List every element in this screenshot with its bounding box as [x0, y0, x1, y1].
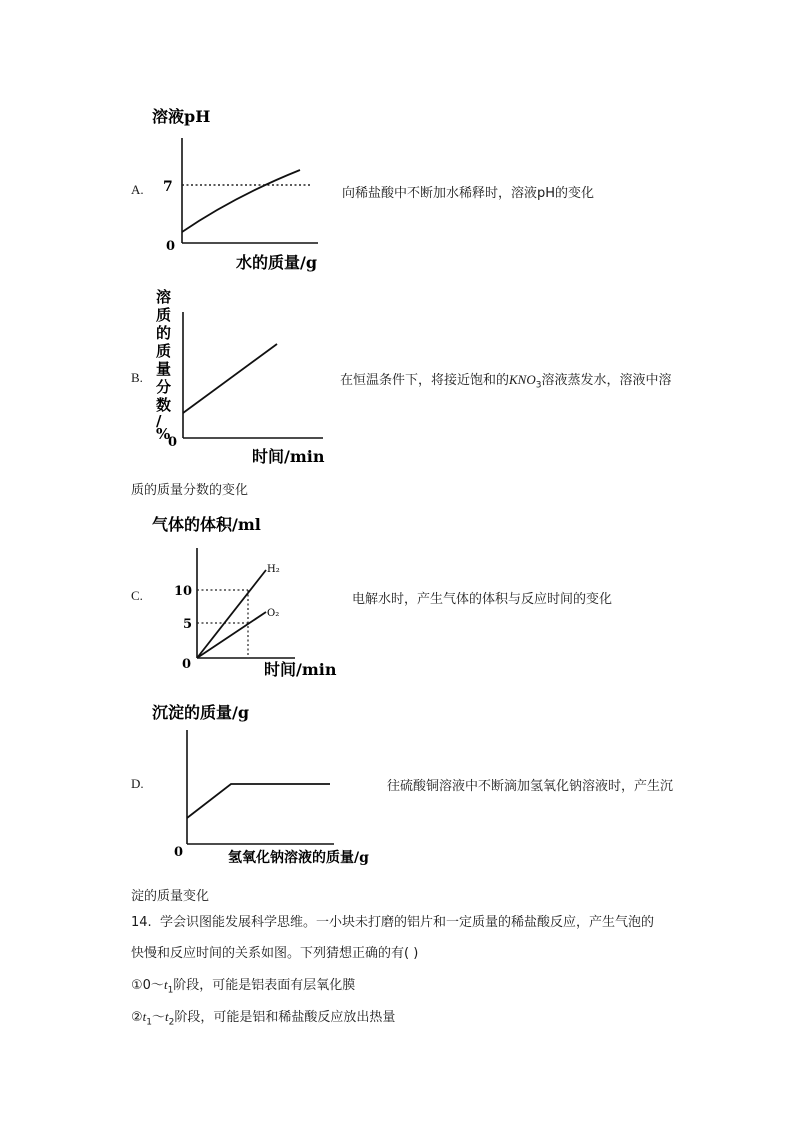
graph-c-origin: 0 [182, 657, 192, 672]
option-a-description: 向稀盐酸中不断加水稀释时，溶液pH的变化 [342, 186, 595, 201]
graph-b-y-char: 质 [156, 342, 172, 360]
graph-d-curve [187, 784, 330, 818]
kno3-subscript: 3 [535, 380, 542, 391]
graph-d-origin: 0 [174, 845, 184, 860]
graph-c-y-label: 气体的体积/ml [152, 515, 261, 534]
option-b-label[interactable]: B. [131, 370, 143, 385]
graph-b-origin: 0 [168, 435, 178, 450]
option-d-description: 往硫酸铜溶液中不断滴加氢氧化钠溶液时，产生沉 [387, 779, 674, 794]
option-c-label[interactable]: C. [131, 588, 143, 603]
option-c-description: 电解水时，产生气体的体积与反应时间的变化 [352, 592, 613, 607]
statement-2-tilde: ～ [152, 1010, 166, 1025]
graph-b [140, 282, 350, 468]
t2-symbol: t [165, 1009, 169, 1024]
statement-1-text: 阶段，可能是铝表面有层氧化膜 [173, 978, 356, 993]
question-14-number: 14. [131, 915, 152, 930]
graph-b-y-char: 量 [156, 360, 172, 378]
option-d-label[interactable]: D. [131, 776, 144, 791]
statement-1[interactable] [131, 974, 355, 1002]
option-a-label[interactable]: A. [131, 182, 144, 197]
statement-1-range-start: 0～ [142, 978, 164, 993]
graph-a-origin: 0 [166, 239, 176, 254]
graph-d-y-label: 沉淀的质量/g [152, 703, 250, 722]
graph-c [140, 508, 360, 684]
graph-b-y-char: 质 [156, 306, 172, 324]
graph-a-x-label: 水的质量/g [236, 253, 318, 272]
question-14-line-2: 快慢和反应时间的关系如图。下列猜想正确的有( ) [131, 946, 419, 961]
graph-c-h2-line [197, 570, 266, 658]
graph-c-o2-label: O₂ [267, 608, 280, 619]
option-b-desc-suffix: 溶液蒸发水，溶液中溶 [541, 373, 672, 388]
graph-c-tick-10: 10 [174, 584, 193, 599]
graph-c-x-label: 时间/min [264, 660, 337, 679]
t1-subscript: 1 [167, 985, 174, 996]
t1-symbol: t [163, 977, 168, 992]
option-d-description-cont: 淀的质量变化 [131, 889, 210, 904]
graph-b-y-char: 分 [156, 378, 172, 396]
option-b-desc-prefix: 在恒温条件下，将接近饱和的 [340, 373, 510, 388]
statement-2-text: 阶段，可能是铝和稀盐酸反应放出热量 [174, 1010, 396, 1025]
graph-b-x-label: 时间/min [252, 447, 325, 466]
statement-2-mark: ② [131, 1010, 143, 1025]
graph-a-y-label: 溶液pH [152, 107, 211, 126]
graph-b-y-char: 溶 [156, 288, 172, 306]
graph-b-y-char: / [156, 412, 162, 430]
t1-subscript: 1 [146, 1017, 153, 1028]
graph-b-line [183, 344, 277, 413]
graph-d [140, 694, 400, 874]
graph-b-y-char: 的 [156, 324, 172, 342]
graph-c-h2-label: H₂ [267, 564, 280, 575]
option-b-description-cont: 质的质量分数的变化 [131, 483, 249, 498]
graph-a-tick-7: 7 [163, 179, 173, 195]
kno3-formula: KNO [509, 372, 536, 387]
question-14-line-1 [131, 912, 654, 934]
graph-d-x-label: 氢氧化钠溶液的质量/g [228, 850, 369, 866]
statement-2[interactable] [131, 1006, 395, 1034]
option-b-description [340, 369, 672, 391]
graph-b-y-char: % [156, 425, 171, 443]
graph-c-o2-line [197, 612, 266, 658]
t1-symbol: t [142, 1009, 147, 1024]
question-14-text-1: 学会识图能发展科学思维。一小块未打磨的铝片和一定质量的稀盐酸反应，产生气泡的 [159, 915, 654, 930]
statement-1-mark: ① [131, 978, 143, 993]
graph-a-curve [182, 170, 300, 232]
graph-c-tick-5: 5 [183, 617, 193, 632]
graph-b-y-label [156, 288, 171, 443]
graph-b-y-char: 数 [156, 396, 172, 414]
graph-a [140, 100, 360, 280]
t2-subscript: 2 [168, 1017, 175, 1028]
